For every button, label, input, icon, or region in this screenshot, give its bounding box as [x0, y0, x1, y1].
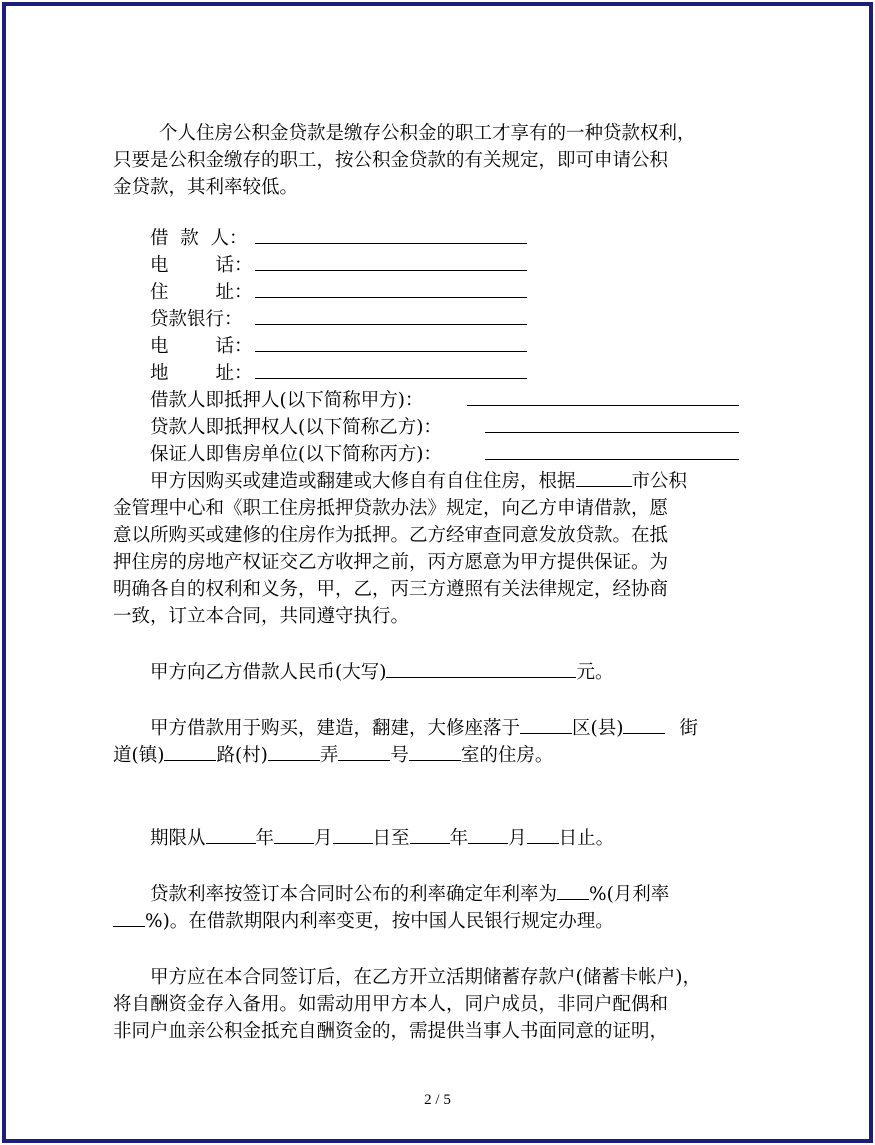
party-b-input[interactable] [485, 415, 739, 433]
field-label: 借款人即抵押人(以下简称甲方)： [150, 390, 424, 411]
field-label: 地 址： [150, 363, 253, 384]
clause3-text: 道(镇) [113, 745, 165, 766]
clause6-line-2: 将自酬资金存入备用。如需动用甲方本人，同户成员，非同户配偶和 [113, 994, 669, 1015]
clause5-line-2 [113, 908, 783, 935]
lender-bank-input[interactable] [255, 307, 527, 325]
clause1-line-5: 明确各自的权利和义务，甲，乙，丙三方遵照有关法律规定，经协商 [113, 579, 669, 600]
field-borrower-address [150, 279, 783, 306]
clause5-text: %(月利率 [589, 884, 670, 905]
clause4-text: 年 [255, 828, 275, 849]
room-blank[interactable] [409, 743, 461, 761]
clause4-text: 月 [508, 828, 527, 849]
loan-amount-blank[interactable] [386, 660, 576, 678]
clause3-text: 弄 [319, 745, 339, 766]
monthly-rate-blank[interactable] [113, 909, 145, 927]
field-label: 住 址： [150, 282, 253, 303]
party-c-input[interactable] [485, 442, 739, 460]
clause1-line-2: 金管理中心和《职工住房抵押贷款办法》规定，向乙方申请借款，愿 [113, 498, 669, 519]
intro-line-1: 个人住房公积金贷款是缴存公积金的职工才享有的一种贷款权利， [159, 123, 696, 144]
bank-phone-input[interactable] [255, 334, 527, 352]
intro-line-3: 金贷款，其利率较低。 [113, 177, 299, 198]
clause4-text: 月 [314, 828, 333, 849]
field-label: 贷款银行： [150, 309, 243, 330]
end-day-blank[interactable] [527, 826, 559, 844]
lane-blank[interactable] [268, 743, 320, 761]
clause3-line-2 [113, 742, 783, 769]
clause1-line-4: 押住房的房地产权证交乙方收押之前，丙方愿意为甲方提供保证。为 [113, 552, 669, 573]
road-blank[interactable] [164, 743, 216, 761]
clause1-text: 市公积 [631, 471, 688, 492]
clause4-line [113, 825, 783, 852]
borrower-address-input[interactable] [255, 280, 527, 298]
number-blank[interactable] [338, 743, 390, 761]
field-bank-phone [150, 333, 783, 360]
field-borrower [150, 225, 783, 252]
clause5-line-1 [113, 881, 783, 908]
borrower-input[interactable] [255, 226, 527, 244]
document-body [113, 120, 783, 1045]
field-label: 借 款 人： [150, 228, 248, 249]
clause1-text: 甲方因购买或建造或翻建或大修自有自住住房，根据 [150, 471, 576, 492]
clause4-text: 日至 [372, 828, 410, 849]
clause3-text: 区(县) [572, 718, 624, 739]
borrower-phone-input[interactable] [255, 253, 527, 271]
party-a-input[interactable] [467, 388, 739, 406]
field-party-c [150, 441, 783, 468]
clause3-line-1 [113, 715, 783, 742]
field-lender-bank [150, 306, 783, 333]
clause2-text: 元。 [576, 662, 614, 683]
field-bank-address [150, 360, 783, 387]
clause2-text: 甲方向乙方借款人民币(大写) [150, 662, 387, 683]
annual-rate-blank[interactable] [557, 882, 589, 900]
clause1-line-3: 意以所购买或建修的住房作为抵押。乙方经审查同意发放贷款。在抵 [113, 525, 669, 546]
clause2-line [113, 659, 783, 686]
clause5-text: %)。在借款期限内利率变更，按中国人民银行规定办理。 [145, 911, 614, 932]
clause3-text: 街 [679, 718, 698, 739]
start-year-blank[interactable] [206, 826, 256, 844]
clause4-text: 日止。 [558, 828, 615, 849]
clause3-text: 号 [390, 745, 409, 766]
city-blank[interactable] [576, 469, 632, 487]
clause3-text: 室的住房。 [460, 745, 554, 766]
clause1-line-1 [113, 468, 783, 495]
clause6-line-3: 非同户血亲公积金抵充自酬资金的，需提供当事人书面同意的证明， [113, 1021, 669, 1042]
clause1-line-6: 一致，订立本合同，共同遵守执行。 [113, 606, 410, 627]
start-month-blank[interactable] [274, 826, 314, 844]
intro-line-2: 只要是公积金缴存的职工，按公积金贷款的有关规定，即可申请公积 [113, 150, 669, 171]
field-borrower-phone [150, 252, 783, 279]
bank-address-input[interactable] [255, 361, 527, 379]
clause4-text: 年 [449, 828, 469, 849]
field-label: 保证人即售房单位(以下简称丙方)： [150, 444, 442, 465]
field-label: 电 话： [150, 255, 253, 276]
clause5-text: 贷款利率按签订本合同时公布的利率确定年利率为 [150, 884, 558, 905]
field-label: 电 话： [150, 336, 253, 357]
page-number: 2 / 5 [424, 1092, 451, 1108]
clause3-text: 甲方借款用于购买，建造，翻建，大修座落于 [150, 718, 521, 739]
street-blank[interactable] [623, 716, 665, 734]
field-party-a [150, 387, 783, 414]
field-party-b [150, 414, 783, 441]
start-day-blank[interactable] [333, 826, 373, 844]
district-blank[interactable] [520, 716, 572, 734]
end-month-blank[interactable] [468, 826, 508, 844]
clause3-text: 路(村) [216, 745, 268, 766]
clause4-text: 期限从 [150, 828, 206, 849]
end-year-blank[interactable] [410, 826, 450, 844]
field-label: 贷款人即抵押权人(以下简称乙方)： [150, 417, 442, 438]
clause6-line-1: 甲方应在本合同签订后，在乙方开立活期储蓄存款户(储蓄卡帐户)， [150, 967, 701, 988]
